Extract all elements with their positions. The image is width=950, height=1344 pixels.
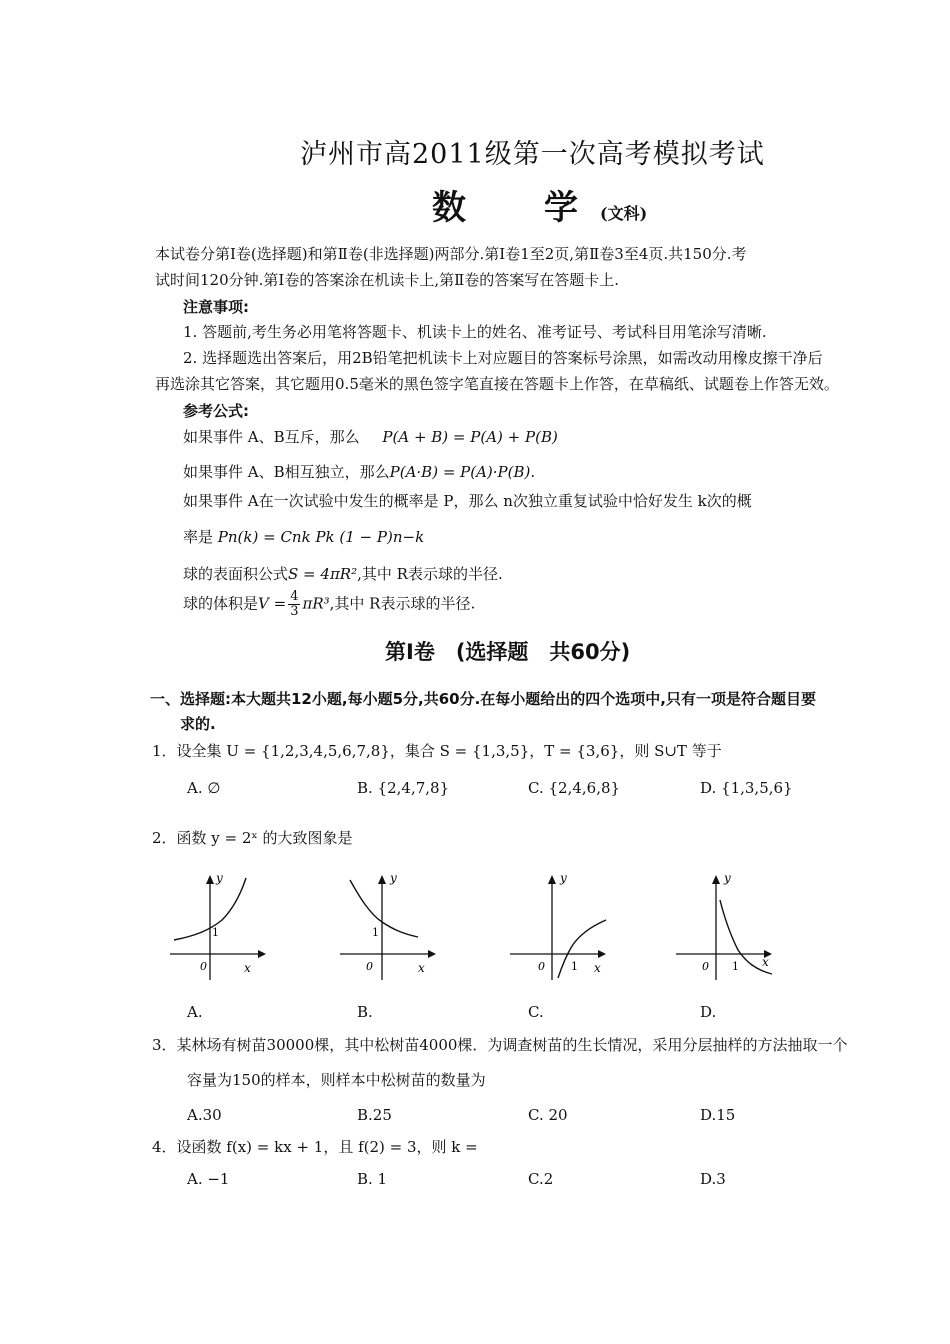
- subject-note: (文科): [600, 204, 648, 223]
- q2-option-c: C.: [528, 1003, 544, 1021]
- question-2-stem: 2．函数 y = 2ˣ 的大致图象是: [152, 829, 353, 847]
- graph-a-one-label: 1: [212, 926, 219, 939]
- exam-title: 泸州市高2011级第一次高考模拟考试: [300, 139, 765, 170]
- formula-4: [183, 526, 424, 548]
- graph-b-origin-label: 0: [366, 960, 373, 973]
- intro-line-1: 本试卷分第Ⅰ卷(选择题)和第Ⅱ卷(非选择题)两部分.第Ⅰ卷1至2页,第Ⅱ卷3至4页.共150分.考: [155, 245, 747, 263]
- graph-a-origin-label: 0: [200, 960, 207, 973]
- fraction-denominator: 3: [290, 604, 299, 619]
- formula-4-text: 率是: [183, 528, 214, 546]
- formula-5: [183, 563, 503, 585]
- formula-6: [183, 590, 475, 619]
- q1-option-d: D. {1,3,5,6}: [700, 779, 793, 797]
- graph-c-one-label: 1: [571, 960, 578, 973]
- q4-option-c: C.2: [528, 1170, 554, 1188]
- section-instructions-1: 一、选择题:本大题共12小题,每小题5分,共60分.在每小题给出的四个选项中,只有一项是符合题目要: [150, 690, 816, 708]
- graph-b-one-label: 1: [372, 926, 379, 939]
- formula-6-math-pre: V =: [258, 594, 287, 613]
- formula-2-text: 如果事件 A、B相互独立，那么: [183, 463, 390, 481]
- formula-6-math-post: πR³: [302, 594, 330, 613]
- graph-d-origin-label: 0: [702, 960, 709, 973]
- formula-1-math: P(A + B) = P(A) + P(B): [382, 428, 558, 446]
- graph-d-one-label: 1: [732, 960, 739, 973]
- q3-option-a: A.30: [187, 1106, 222, 1124]
- q4-option-d: D.3: [700, 1170, 726, 1188]
- graph-d: [676, 870, 776, 980]
- question-1-stem: 1．设全集 U = {1,2,3,4,5,6,7,8}，集合 S = {1,3,5}，T = {3,6}，则 S∪T 等于: [152, 742, 722, 760]
- graph-b-x-label: x: [418, 961, 425, 975]
- q4-option-a: A. −1: [187, 1170, 230, 1188]
- question-3-stem: 3．某林场有树苗30000棵，其中松树苗4000棵．为调查树苗的生长情况，采用分层抽样的方法抽取一个: [152, 1036, 848, 1054]
- graph-b: [340, 870, 440, 980]
- graph-c-origin-label: 0: [538, 960, 545, 973]
- graph-d-x-label: x: [762, 955, 769, 969]
- q4-option-b: B. 1: [357, 1170, 388, 1188]
- q3-option-d: D.15: [700, 1106, 736, 1124]
- formula-2: [183, 461, 535, 483]
- q1-option-c: C. {2,4,6,8}: [528, 779, 621, 797]
- section-title: 第Ⅰ卷 (选择题 共60分): [385, 640, 631, 664]
- formula-6-fraction: [288, 590, 300, 619]
- q2-option-b: B.: [357, 1003, 373, 1021]
- question-3-stem-2: 容量为150的样本，则样本中松树苗的数量为: [187, 1071, 486, 1089]
- formula-5-text: 球的表面积公式: [183, 565, 289, 583]
- graph-d-y-label: y: [724, 871, 731, 885]
- notes-item-2a: 2. 选择题选出答案后，用2B铅笔把机读卡上对应题目的答案标号涂黑，如需改动用橡皮擦干净后: [183, 349, 823, 367]
- q1-option-b: B. {2,4,7,8}: [357, 779, 450, 797]
- graph-a-x-label: x: [244, 961, 251, 975]
- notes-heading: 注意事项:: [183, 298, 249, 316]
- notes-item-1: 1. 答题前,考生务必用笔将答题卡、机读卡上的姓名、准考证号、考试科目用笔涂写清晰.: [183, 323, 767, 341]
- q1-option-a: A. ∅: [187, 779, 221, 797]
- question-4-stem: 4．设函数 f(x) = kx + 1，且 f(2) = 3，则 k =: [152, 1138, 478, 1156]
- formula-3: 如果事件 A在一次试验中发生的概率是 P，那么 n次独立重复试验中恰好发生 k次的概: [183, 492, 752, 510]
- subject-title: [432, 180, 647, 229]
- formula-5-tail: ,其中 R表示球的半径.: [357, 565, 503, 583]
- fraction-numerator: 4: [290, 589, 299, 604]
- graph-c-y-label: y: [560, 871, 567, 885]
- subject-name: 数 学: [432, 188, 600, 228]
- graph-b-y-label: y: [390, 871, 397, 885]
- formula-1-text: 如果事件 A、B互斥，那么: [183, 428, 360, 446]
- formula-1: [183, 426, 558, 448]
- notes-item-2b: 再选涂其它答案，其它题用0.5毫米的黑色签字笔直接在答题卡上作答，在草稿纸、试题卷上作答无效。: [155, 375, 839, 393]
- q2-option-a: A.: [187, 1003, 203, 1021]
- section-instructions-2: 求的.: [180, 715, 216, 733]
- formula-4-math: Pn(k) = Cnk Pk (1 − P)n−k: [217, 528, 425, 546]
- q3-option-b: B.25: [357, 1106, 392, 1124]
- formula-5-math: S = 4πR²: [288, 565, 358, 583]
- q3-option-c: C. 20: [528, 1106, 568, 1124]
- graph-c: [510, 870, 610, 980]
- intro-line-2: 试时间120分钟.第Ⅰ卷的答案涂在机读卡上,第Ⅱ卷的答案写在答题卡上.: [155, 271, 620, 289]
- graph-c-x-label: x: [594, 961, 601, 975]
- formula-2-math: P(A·B) = P(A)·P(B).: [389, 463, 536, 481]
- graph-a: [170, 870, 270, 980]
- graph-a-y-label: y: [216, 871, 223, 885]
- formula-6-tail: ,其中 R表示球的半径.: [329, 594, 476, 613]
- formula-6-text: 球的体积是: [183, 594, 259, 613]
- formulas-heading: 参考公式:: [183, 402, 249, 420]
- q2-option-d: D.: [700, 1003, 717, 1021]
